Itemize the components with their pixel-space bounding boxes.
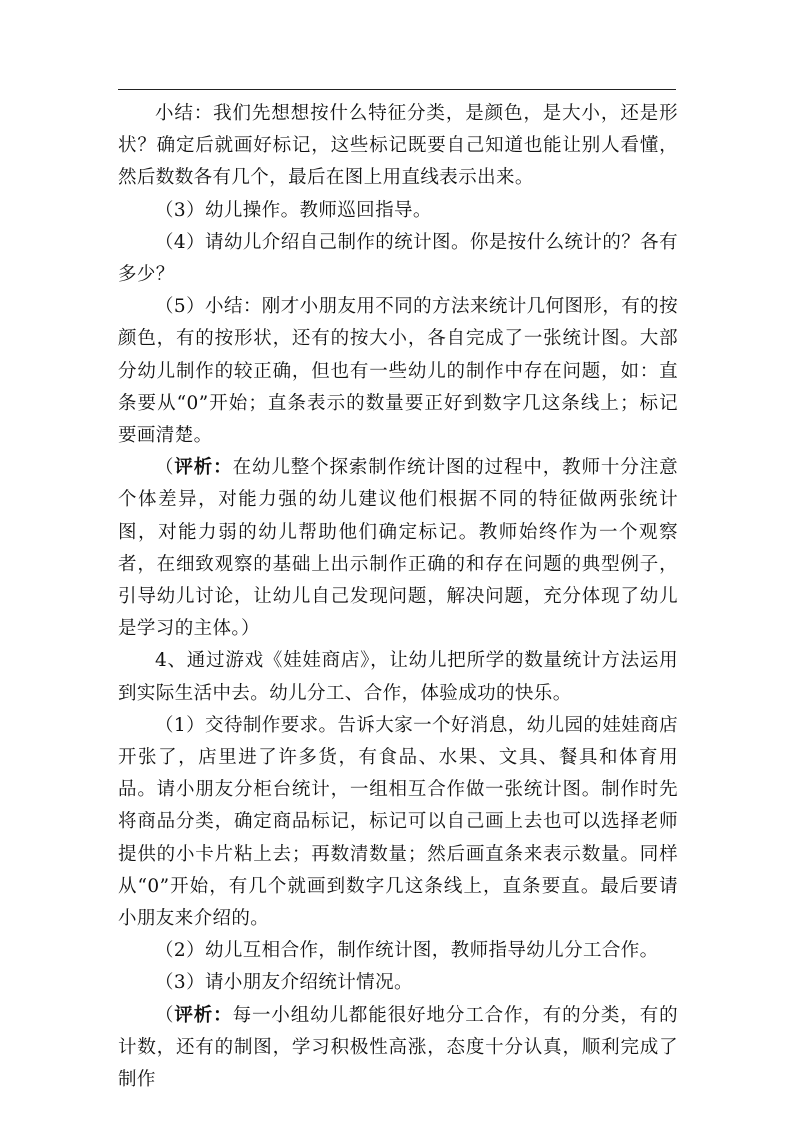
- paragraph-text: 4、通过游戏《娃娃商店》，让幼儿把所学的数量统计方法运用到实际生活中去。幼儿分工、合作，体验成功的快乐。: [118, 650, 678, 704]
- paragraph-text: （3）请小朋友介绍统计情况。: [155, 972, 413, 994]
- paragraph-text: （1）交待制作要求。告诉大家一个好消息，幼儿园的娃娃商店开张了，店里进了许多货，有食品、水果、文具、餐具和体育用品。请小朋友分柜台统计，一组相互合作做一张统计图。制作时先将商品分类，确定商品标记，标记可以自己画上去也可以选择老师提供的小卡片粘上去；再数清数量；然后画直条来表示数量。同样从“0”开始，有几个就画到数字几这条线上，直条要直。最后要请小朋友来介绍的。: [118, 714, 678, 930]
- document-body: [118, 98, 678, 1096]
- paragraph-commentary-1: [118, 452, 678, 645]
- header-rule: [118, 89, 676, 90]
- paragraph-text: 在幼儿整个探索制作统计图的过程中，教师十分注意个体差异，对能力强的幼儿建议他们根据不同的特征做两张统计图，对能力弱的幼儿帮助他们确定标记。教师始终作为一个观察者，在细致观察的基础上出示制作正确的和存在问题的典型例子，引导幼儿讨论，让幼儿自己发现问题，解决问题，充分体现了幼儿是学习的主体。）: [118, 457, 679, 640]
- paragraph-step-5: [118, 291, 678, 452]
- paragraph-requirements: [118, 710, 678, 935]
- paragraph-text: （5）小结：刚才小朋友用不同的方法来统计几何图形，有的按颜色，有的按形状，还有的按大小，各自完成了一张统计图。大部分幼儿制作的较正确，但也有一些幼儿的制作中存在问题，如：直条要从“0”开始；直条表示的数量要正好到数字几这条线上；标记要画清楚。: [118, 296, 678, 447]
- commentary-label: 评析：: [174, 1004, 233, 1026]
- paragraph-summary: [118, 98, 678, 195]
- paragraph-step-4: [118, 227, 678, 291]
- commentary-label: 评析：: [174, 457, 233, 479]
- paragraph-text: （4）请幼儿介绍自己制作的统计图。你是按什么统计的？各有多少？: [118, 231, 678, 286]
- paragraph-introduce: [118, 967, 678, 999]
- paragraph-commentary-2: [118, 1000, 678, 1097]
- paragraph-section-4: [118, 645, 678, 709]
- paragraph-cooperation: [118, 935, 678, 967]
- paragraph-text: 小结：我们先想想按什么特征分类，是颜色，是大小，还是形状？确定后就画好标记，这些标记既要自己知道也能让别人看懂，然后数数各有几个，最后在图上用直线表示出来。: [118, 103, 678, 189]
- paragraph-lead: （: [155, 457, 175, 479]
- paragraph-text: （3）幼儿操作。教师巡回指导。: [155, 199, 432, 221]
- paragraph-text: 每一小组幼儿都能很好地分工合作，有的分类，有的计数，还有的制图，学习积极性高涨，态度十分认真，顺利完成了制作: [118, 1004, 679, 1091]
- paragraph-lead: （: [155, 1004, 175, 1026]
- paragraph-step-3: [118, 195, 678, 227]
- paragraph-text: （2）幼儿互相合作，制作统计图，教师指导幼儿分工合作。: [155, 940, 659, 962]
